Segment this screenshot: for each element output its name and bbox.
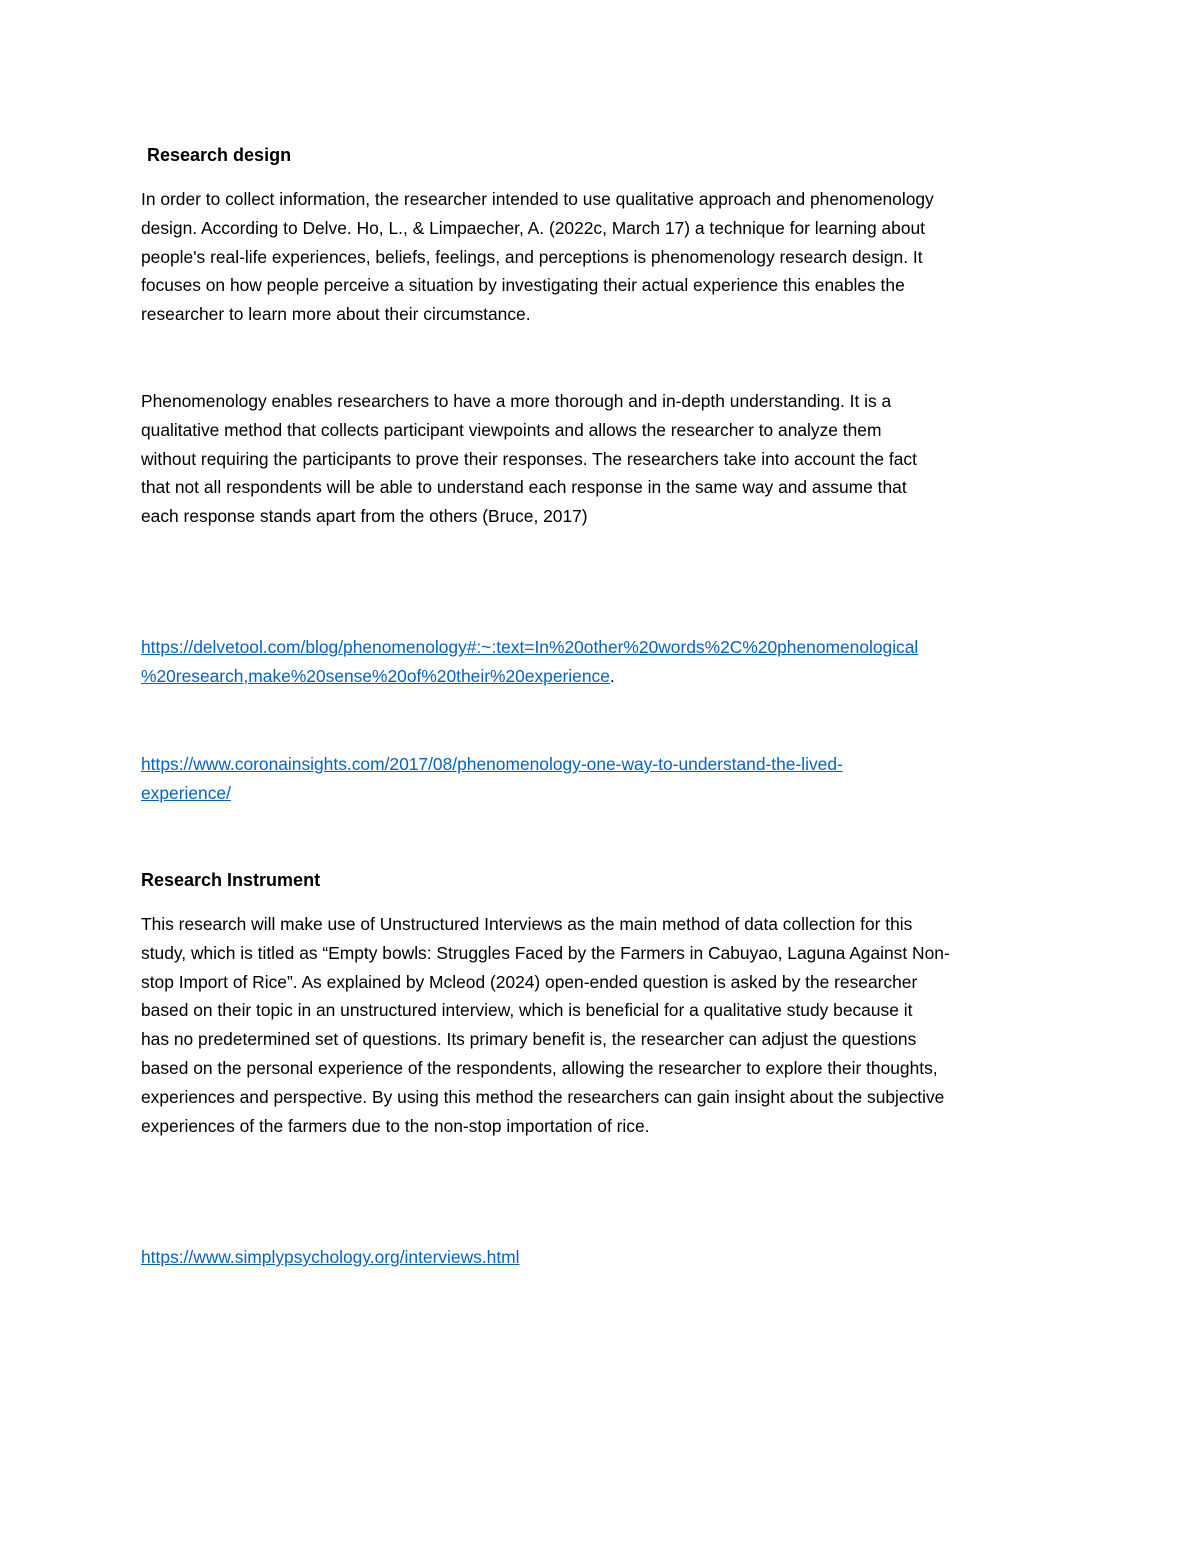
delvetool-link-block <box>141 633 1061 691</box>
delvetool-link-line-1[interactable]: https://delvetool.com/blog/phenomenology#:~:text=In%20other%20words%2C%20phenomenological <box>141 637 919 657</box>
research-design-paragraph-2 <box>141 387 1061 531</box>
link-trailing-period: . <box>609 665 615 686</box>
coronainsights-link-line-1[interactable]: https://www.coronainsights.com/2017/08/phenomenology-one-way-to-understand-the-lived- <box>141 754 843 774</box>
paragraph-line: qualitative method that collects participant viewpoints and allows the researcher to analyze them <box>141 419 882 440</box>
paragraph-line: experiences of the farmers due to the non-stop importation of rice. <box>141 1115 650 1136</box>
coronainsights-link-block <box>141 750 1061 808</box>
paragraph-line: study, which is titled as “Empty bowls: Struggles Faced by the Farmers in Cabuyao, Laguna Against Non- <box>141 942 950 963</box>
paragraph-line: without requiring the participants to prove their responses. The researchers take into account the fact <box>141 448 917 469</box>
research-design-paragraph-1 <box>141 185 1061 329</box>
paragraph-line: researcher to learn more about their circumstance. <box>141 304 531 325</box>
research-instrument-heading: Research Instrument <box>141 870 321 890</box>
simplypsychology-link-block <box>141 1243 1061 1272</box>
paragraph-line: based on their topic in an unstructured interview, which is beneficial for a qualitative study because it <box>141 1000 913 1021</box>
coronainsights-link-line-2[interactable]: experience/ <box>141 782 231 803</box>
paragraph-line: each response stands apart from the others (Bruce, 2017) <box>141 506 588 527</box>
paragraph-line: This research will make use of Unstructured Interviews as the main method of data collection for this <box>141 914 913 934</box>
paragraph-line: has no predetermined set of questions. Its primary benefit is, the researcher can adjust the questions <box>141 1029 917 1050</box>
paragraph-line: people's real-life experiences, beliefs, feelings, and perceptions is phenomenology research design. It <box>141 246 923 267</box>
paragraph-line: focuses on how people perceive a situation by investigating their actual experience this enables the <box>141 275 905 296</box>
paragraph-line: In order to collect information, the researcher intended to use qualitative approach and phenomenology <box>141 189 934 209</box>
delvetool-link-line-2[interactable]: %20research,make%20sense%20of%20their%20experience <box>141 665 610 686</box>
simplypsychology-link[interactable]: https://www.simplypsychology.org/interviews.html <box>141 1247 520 1267</box>
paragraph-line: based on the personal experience of the respondents, allowing the researcher to explore their thoughts, <box>141 1057 938 1078</box>
research-instrument-paragraph <box>141 910 1061 1140</box>
paragraph-line: stop Import of Rice”. As explained by Mcleod (2024) open-ended question is asked by the researcher <box>141 971 918 992</box>
paragraph-line: that not all respondents will be able to understand each response in the same way and assume that <box>141 477 907 498</box>
paragraph-line: experiences and perspective. By using this method the researchers can gain insight about the subjective <box>141 1086 945 1107</box>
paragraph-line: Phenomenology enables researchers to have a more thorough and in-depth understanding. It is a <box>141 391 892 411</box>
research-design-heading: Research design <box>147 145 292 165</box>
paragraph-line: design. According to Delve. Ho, L., & Limpaecher, A. (2022c, March 17) a technique for learning about <box>141 217 926 238</box>
